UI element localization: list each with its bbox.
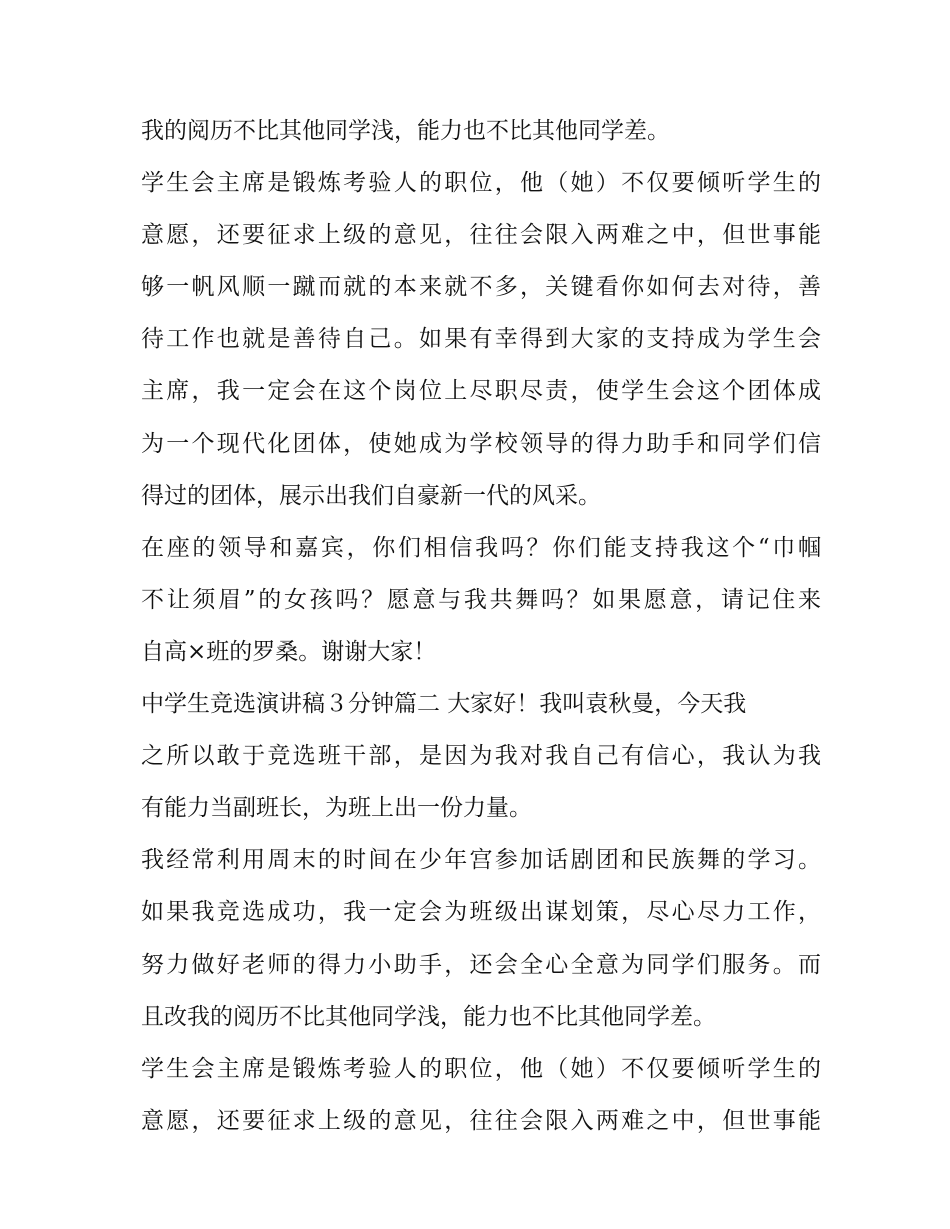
text-line: 不让须眉”的女孩吗？愿意与我共舞吗？如果愿意，请记住来 [141, 586, 821, 613]
text-line: 意愿，还要征求上级的意见，往往会限入两难之中，但世事能 [141, 222, 821, 249]
text-line: 之所以敢于竞选班干部，是因为我对我自己有信心，我认为我 [141, 743, 821, 770]
text-line: 有能力当副班长，为班上出一份力量。 [141, 795, 532, 822]
text-line: 得过的团体，展示出我们自豪新一代的风采。 [141, 482, 601, 509]
text-line: 够一帆风顺一蹴而就的本来就不多，关键看你如何去对待，善 [141, 274, 821, 301]
text-line: 我的阅历不比其他同学浅，能力也不比其他同学差。 [141, 118, 670, 144]
text-line: 学生会主席是锻炼考验人的职位，他（她）不仅要倾听学生的 [141, 170, 821, 197]
text-line: 努力做好老师的得力小助手，还会全心全意为同学们服务。而 [141, 951, 821, 978]
text-line: 在座的领导和嘉宾，你们相信我吗？你们能支持我这个“巾帼 [141, 534, 821, 561]
text-line: 我经常利用周末的时间在少年宫参加话剧团和民族舞的学习。 [141, 847, 821, 874]
body-text [141, 108, 821, 1150]
text-line: 中学生竞选演讲稿３分钟篇二 大家好！我叫袁秋曼，今天我 [141, 691, 747, 718]
text-line: 意愿，还要征求上级的意见，往往会限入两难之中，但世事能 [141, 1107, 821, 1134]
text-line: 如果我竞选成功，我一定会为班级出谋划策，尽心尽力工作， [141, 899, 821, 926]
text-line: 自高×班的罗桑。谢谢大家！ [141, 638, 437, 665]
text-line: 且改我的阅历不比其他同学浅，能力也不比其他同学差。 [141, 1003, 716, 1030]
text-line: 为一个现代化团体，使她成为学校领导的得力助手和同学们信 [141, 430, 821, 457]
text-line: 学生会主席是锻炼考验人的职位，他（她）不仅要倾听学生的 [141, 1055, 821, 1082]
text-line: 主席，我一定会在这个岗位上尽职尽责，使学生会这个团体成 [141, 378, 821, 405]
text-line: 待工作也就是善待自己。如果有幸得到大家的支持成为学生会 [141, 326, 821, 353]
